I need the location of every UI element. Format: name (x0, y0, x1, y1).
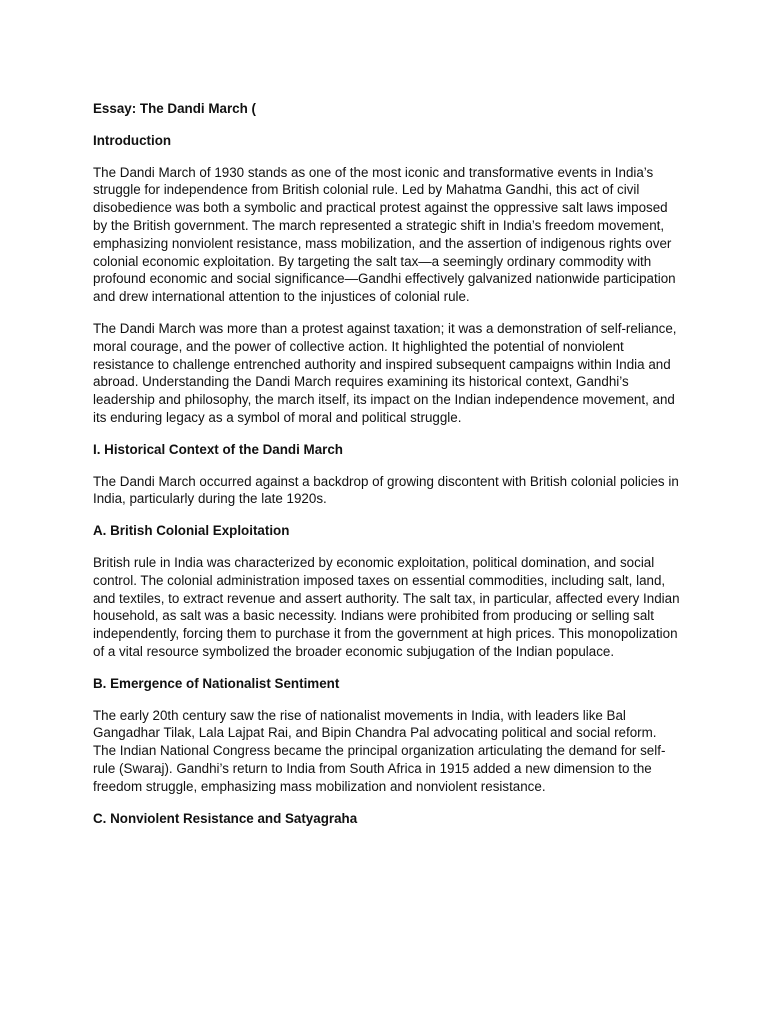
paragraph-historical-context: The Dandi March occurred against a backdrop of growing discontent with British colonial policies in India, particularly during the late 1920s. (93, 473, 679, 507)
subsection-heading-nonviolent-resistance: C. Nonviolent Resistance and Satyagraha (93, 810, 358, 826)
section-heading-historical-context: I. Historical Context of the Dandi March (93, 441, 343, 457)
paragraph-colonial-exploitation: British rule in India was characterized by economic exploitation, political domination, and social control. The colonial administration imposed taxes on essential commodities, including salt, land, and textiles, to extract revenue and assert authority. The salt tax, in particular, affected every Indian household, as salt was a basic necessity. Indians were prohibited from producing or selling salt independently, forcing them to purchase it from the government at high prices. This monopolization of a vital resource symbolized the broader economic subjugation of the Indian populace. (93, 554, 680, 659)
section-heading-introduction: Introduction (93, 132, 172, 148)
document-page (93, 100, 683, 841)
paragraph-intro-2: The Dandi March was more than a protest against taxation; it was a demonstration of self-reliance, moral courage, and the power of collective action. It highlighted the potential of nonviolent resistance to challenge entrenched authority and inspired subsequent campaigns within India and abroad. Understanding the Dandi March requires examining its historical context, Gandhi’s leadership and philosophy, the march itself, its impact on the Indian independence movement, and its enduring legacy as a symbol of moral and political struggle. (93, 320, 677, 425)
paragraph-intro-1: The Dandi March of 1930 stands as one of the most iconic and transformative events in India’s struggle for independence from British colonial rule. Led by Mahatma Gandhi, this act of civil disobedience was both a symbolic and practical protest against the oppressive salt laws imposed by the British government. The march represented a strategic shift in India’s freedom movement, emphasizing nonviolent resistance, mass mobilization, and the assertion of indigenous rights over colonial economic exploitation. By targeting the salt tax—a seemingly ordinary commodity with profound economic and social significance—Gandhi effectively galvanized nationwide participation and drew international attention to the injustices of colonial rule. (93, 164, 676, 305)
subsection-heading-colonial-exploitation: A. British Colonial Exploitation (93, 523, 290, 539)
document-title: Essay: The Dandi March ( (93, 101, 256, 116)
subsection-heading-nationalist-sentiment: B. Emergence of Nationalist Sentiment (93, 675, 340, 691)
paragraph-nationalist-sentiment: The early 20th century saw the rise of nationalist movements in India, with leaders like Bal Gangadhar Tilak, Lala Lajpat Rai, and Bipin Chandra Pal advocating political and social reform. The Indian National Congress became the principal organization articulating the demand for self-rule (Swaraj). Gandhi’s return to India from South Africa in 1915 added a new dimension to the freedom struggle, emphasizing mass mobilization and nonviolent resistance. (93, 707, 666, 794)
